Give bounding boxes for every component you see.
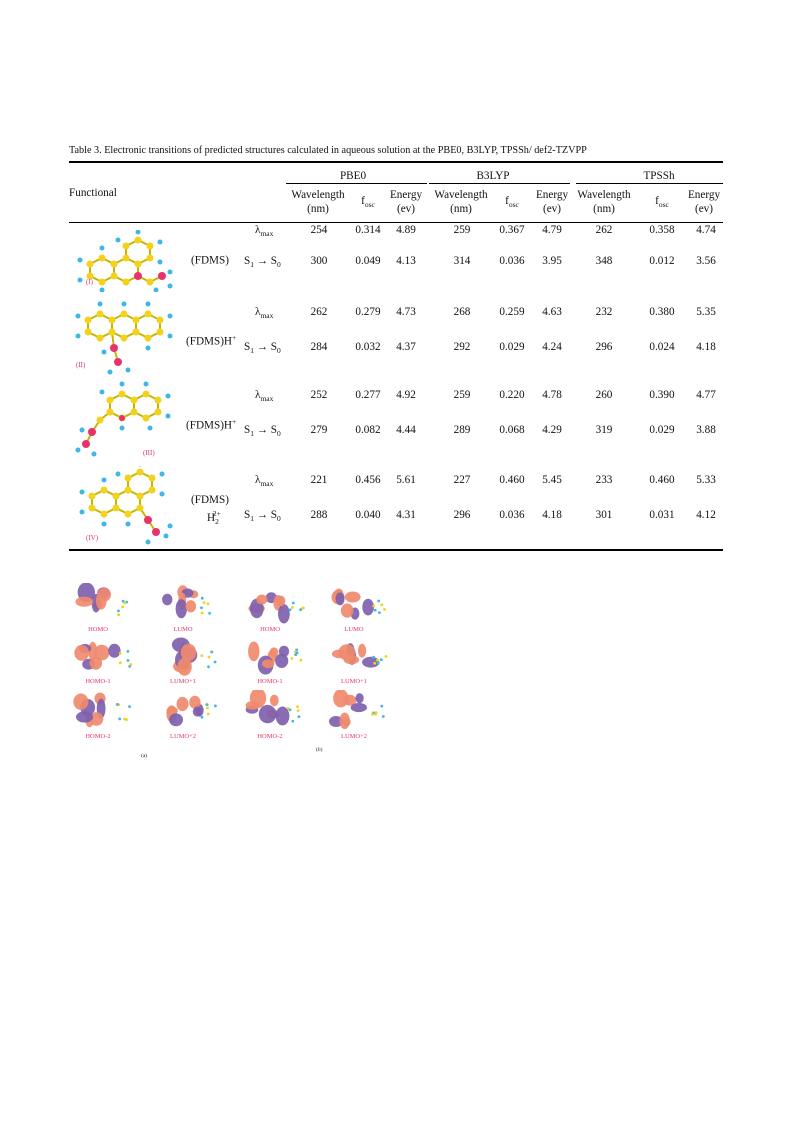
cell-row3-s1s0-col7: 0.031 <box>649 509 675 521</box>
orbital-plot-a-4-label: HOMO-2 <box>85 733 111 740</box>
table-bottom-rule <box>69 549 723 551</box>
species-row3: (FDMS) $H_2^{2+}$ <box>191 494 229 526</box>
cell-row0-lmax-col3: 259 <box>453 224 471 236</box>
cell-row0-s1s0-col2: 4.13 <box>396 255 416 267</box>
cell-row1-s1s0-col1: 0.032 <box>355 341 381 353</box>
cell-row0-s1s0-col7: 0.012 <box>649 255 675 267</box>
cell-row0-s1s0-col4: 0.036 <box>499 255 525 267</box>
orbital-plot-b-2-label: HOMO-1 <box>257 678 283 685</box>
col-header-energy-2: Energy (ev) <box>687 189 721 215</box>
cell-row3-lmax-col3: 227 <box>453 474 471 486</box>
cell-row2-s1s0-col1: 0.082 <box>355 424 381 436</box>
cell-row2-s1s0-col7: 0.029 <box>649 424 675 436</box>
cell-row3-lmax-col8: 5.33 <box>696 474 716 486</box>
cell-row3-s1s0-col2: 4.31 <box>396 509 416 521</box>
molecule-label-i: (I) <box>86 278 93 286</box>
cell-row2-s1s0-col2: 4.44 <box>396 424 416 436</box>
orbital-plot-a-5 <box>153 690 223 732</box>
table-header-rule <box>69 222 723 223</box>
col-header-fosc-1: $f_{osc}$ <box>505 195 519 210</box>
species-row1: (FDMS)H+ <box>186 333 237 348</box>
orbital-plot-b-1 <box>324 583 394 625</box>
cell-row3-lmax-col1: 0.456 <box>355 474 381 486</box>
transition-lmax-row1: $\lambda_{max}$ <box>255 306 274 321</box>
cell-row2-s1s0-col8: 3.88 <box>696 424 716 436</box>
cell-row0-lmax-col5: 4.79 <box>542 224 562 236</box>
cell-row0-s1s0-col0: 300 <box>310 255 328 267</box>
orbital-plot-b-2 <box>240 635 310 677</box>
molecule-structure-iii <box>70 380 180 462</box>
cell-row0-lmax-col1: 0.314 <box>355 224 381 236</box>
transition-lmax-row2: $\lambda_{max}$ <box>255 389 274 404</box>
species-row2: (FDMS)H+ <box>186 417 237 432</box>
transition-s1s0-row0: $S_1 \to S_0$ <box>244 255 281 270</box>
cell-row1-s1s0-col6: 296 <box>595 341 613 353</box>
group-underline-pbe0 <box>286 183 427 184</box>
col-header-fosc-2: $f_{osc}$ <box>655 195 669 210</box>
group-header-b3lyp: B3LYP <box>476 170 510 182</box>
orbital-plot-b-5 <box>324 690 394 732</box>
cell-row3-lmax-col2: 5.61 <box>396 474 416 486</box>
cell-row3-lmax-col7: 0.460 <box>649 474 675 486</box>
cell-row1-s1s0-col2: 4.37 <box>396 341 416 353</box>
orbital-plot-a-0 <box>68 583 138 625</box>
cell-row1-lmax-col0: 262 <box>310 306 328 318</box>
functional-header: Functional <box>69 187 117 199</box>
cell-row0-s1s0-col6: 348 <box>595 255 613 267</box>
transition-lmax-row0: $\lambda_{max}$ <box>255 224 274 239</box>
cell-row2-s1s0-col0: 279 <box>310 424 328 436</box>
cell-row2-lmax-col3: 259 <box>453 389 471 401</box>
cell-row3-s1s0-col8: 4.12 <box>696 509 716 521</box>
col-header-energy-0: Energy (ev) <box>389 189 423 215</box>
cell-row2-lmax-col5: 4.78 <box>542 389 562 401</box>
group-header-pbe0: PBE0 <box>339 170 367 182</box>
orbital-plot-a-2-label: HOMO-1 <box>85 678 111 685</box>
col-header-fosc-0: $f_{osc}$ <box>361 195 375 210</box>
cell-row3-s1s0-col1: 0.040 <box>355 509 381 521</box>
orbital-plot-b-4-label: HOMO-2 <box>257 733 283 740</box>
orbital-plot-a-1 <box>153 583 223 625</box>
col-header-energy-1: Energy (ev) <box>535 189 569 215</box>
cell-row0-lmax-col7: 0.358 <box>649 224 675 236</box>
cell-row1-s1s0-col5: 4.24 <box>542 341 562 353</box>
cell-row2-lmax-col6: 260 <box>595 389 613 401</box>
transition-s1s0-row1: $S_1 \to S_0$ <box>244 341 281 356</box>
cell-row3-s1s0-col4: 0.036 <box>499 509 525 521</box>
cell-row3-lmax-col4: 0.460 <box>499 474 525 486</box>
table-top-rule <box>69 161 723 163</box>
orbital-plot-a-4 <box>68 690 138 732</box>
orbital-plot-b-1-label: LUMO <box>344 626 364 633</box>
orbital-plot-a-2 <box>68 635 138 677</box>
cell-row1-lmax-col3: 268 <box>453 306 471 318</box>
cell-row0-lmax-col6: 262 <box>595 224 613 236</box>
cell-row3-s1s0-col0: 288 <box>310 509 328 521</box>
cell-row1-s1s0-col4: 0.029 <box>499 341 525 353</box>
orbital-plot-a-3-label: LUMO+1 <box>169 678 197 685</box>
orbital-plot-b-0 <box>240 583 310 625</box>
cell-row2-s1s0-col4: 0.068 <box>499 424 525 436</box>
cell-row1-lmax-col6: 232 <box>595 306 613 318</box>
cell-row0-lmax-col2: 4.89 <box>396 224 416 236</box>
cell-row0-s1s0-col8: 3.56 <box>696 255 716 267</box>
transition-s1s0-row3: $S_1 \to S_0$ <box>244 509 281 524</box>
molecule-label-ii: (II) <box>76 361 86 369</box>
cell-row2-s1s0-col6: 319 <box>595 424 613 436</box>
cell-row0-lmax-col8: 4.74 <box>696 224 716 236</box>
cell-row0-lmax-col4: 0.367 <box>499 224 525 236</box>
panel-label-b: (b) <box>316 747 323 753</box>
cell-row3-lmax-col6: 233 <box>595 474 613 486</box>
cell-row2-s1s0-col5: 4.29 <box>542 424 562 436</box>
cell-row1-lmax-col4: 0.259 <box>499 306 525 318</box>
group-underline-tpssh <box>576 183 723 184</box>
species-row0: (FDMS) <box>191 254 229 267</box>
orbital-plot-a-3 <box>153 635 223 677</box>
molecule-label-iii: (III) <box>143 449 155 457</box>
cell-row3-s1s0-col3: 296 <box>453 509 471 521</box>
cell-row2-lmax-col4: 0.220 <box>499 389 525 401</box>
orbital-plot-b-3-label: LUMO+1 <box>340 678 368 685</box>
col-header-wavelength-0: Wavelength (nm) <box>291 189 345 215</box>
col-header-wavelength-2: Wavelength (nm) <box>577 189 631 215</box>
col-header-wavelength-1: Wavelength (nm) <box>434 189 488 215</box>
cell-row3-lmax-col5: 5.45 <box>542 474 562 486</box>
molecule-structure-ii <box>70 296 180 378</box>
cell-row1-lmax-col5: 4.63 <box>542 306 562 318</box>
cell-row0-s1s0-col1: 0.049 <box>355 255 381 267</box>
table-caption: Table 3. Electronic transitions of predicted structures calculated in aqueous solution at the PBE0, B3LYP, TPSSh/ def2-TZVPP <box>69 145 587 156</box>
cell-row1-lmax-col2: 4.73 <box>396 306 416 318</box>
molecule-label-iv: (IV) <box>86 534 99 542</box>
cell-row3-s1s0-col6: 301 <box>595 509 613 521</box>
cell-row0-s1s0-col3: 314 <box>453 255 471 267</box>
group-header-tpssh: TPSSh <box>643 170 675 182</box>
orbital-plot-b-4 <box>240 690 310 732</box>
cell-row3-lmax-col0: 221 <box>310 474 328 486</box>
cell-row1-s1s0-col7: 0.024 <box>649 341 675 353</box>
cell-row1-lmax-col8: 5.35 <box>696 306 716 318</box>
cell-row2-lmax-col2: 4.92 <box>396 389 416 401</box>
cell-row2-lmax-col7: 0.390 <box>649 389 675 401</box>
cell-row1-s1s0-col0: 284 <box>310 341 328 353</box>
orbital-plot-b-5-label: LUMO+2 <box>340 733 368 740</box>
panel-label-a: (a) <box>141 753 148 759</box>
cell-row2-lmax-col8: 4.77 <box>696 389 716 401</box>
orbital-plot-b-3 <box>324 635 394 677</box>
transition-lmax-row3: $\lambda_{max}$ <box>255 474 274 489</box>
cell-row0-lmax-col0: 254 <box>310 224 328 236</box>
orbital-plot-a-1-label: LUMO <box>173 626 193 633</box>
transition-s1s0-row2: $S_1 \to S_0$ <box>244 424 281 439</box>
orbital-plot-a-0-label: HOMO <box>88 626 108 633</box>
cell-row2-lmax-col1: 0.277 <box>355 389 381 401</box>
cell-row1-s1s0-col3: 292 <box>453 341 471 353</box>
cell-row1-s1s0-col8: 4.18 <box>696 341 716 353</box>
cell-row1-lmax-col7: 0.380 <box>649 306 675 318</box>
cell-row3-s1s0-col5: 4.18 <box>542 509 562 521</box>
orbital-plot-b-0-label: HOMO <box>260 626 280 633</box>
cell-row2-lmax-col0: 252 <box>310 389 328 401</box>
group-underline-b3lyp <box>429 183 570 184</box>
cell-row2-s1s0-col3: 289 <box>453 424 471 436</box>
cell-row0-s1s0-col5: 3.95 <box>542 255 562 267</box>
orbital-plot-a-5-label: LUMO+2 <box>169 733 197 740</box>
cell-row1-lmax-col1: 0.279 <box>355 306 381 318</box>
